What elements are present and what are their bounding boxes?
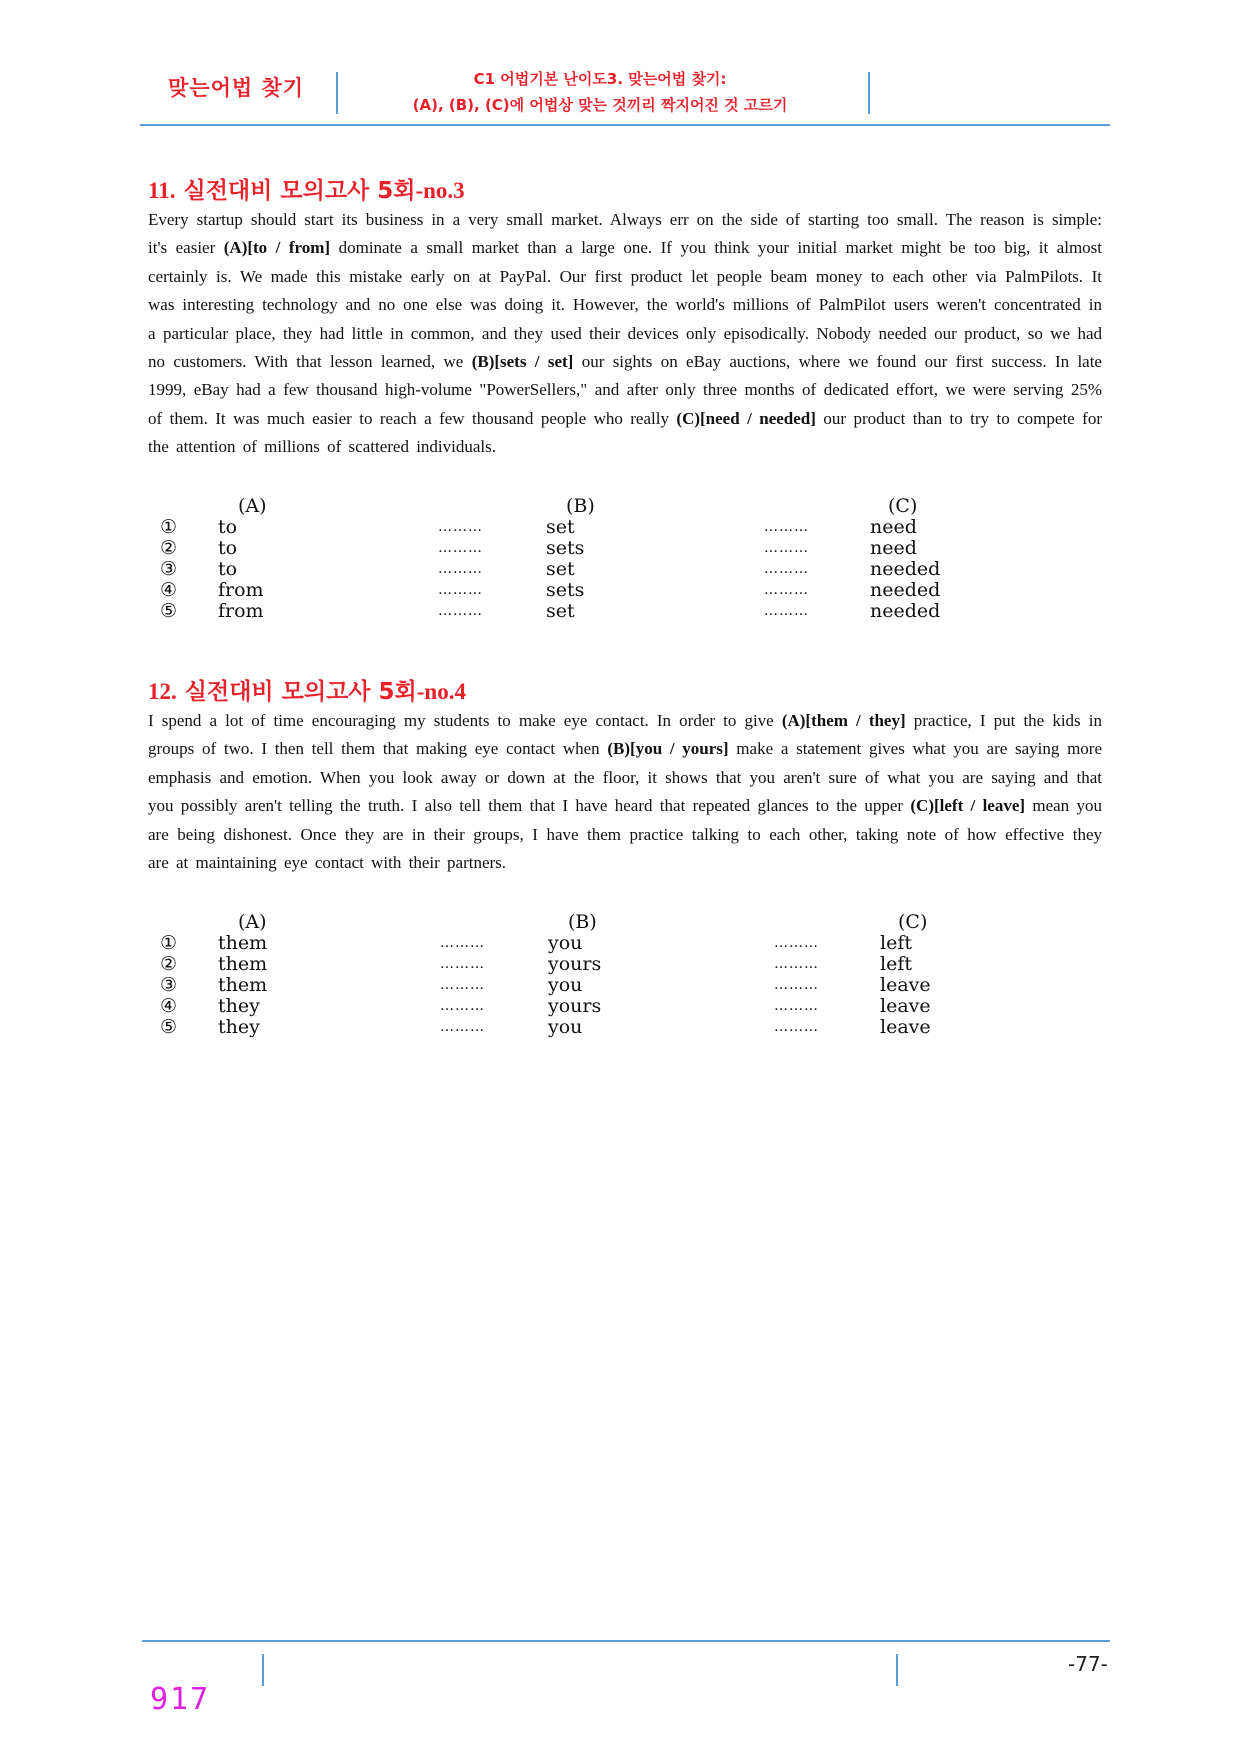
passage-text: mean you are being dishonest. Once they are in their groups, I have them practice talking to each other, taking note of how effective they are at maintaining eye contact with their partners. [148, 796, 1102, 873]
choice-c: needed [870, 600, 941, 622]
question-11-passage [148, 206, 1102, 462]
leader-dots: ……… [440, 956, 485, 972]
choice-c: needed [870, 579, 941, 601]
question-12-choices [148, 912, 1048, 1038]
question-11-choices [148, 496, 1048, 622]
question-number: 11. [148, 178, 176, 203]
choice-c: need [870, 516, 917, 538]
passage-text: our product than to try to compete for the attention of millions of scattered individuals. [148, 408, 1102, 457]
passage-text: practice, I put the kids in groups of two. I then tell them that making eye contact when [148, 711, 1102, 759]
page-number: -77- [1068, 1652, 1108, 1676]
footer-code: 917 [150, 1682, 211, 1717]
blank-b: (B)[sets / set] [471, 352, 574, 372]
choice-a: they [218, 995, 260, 1017]
choice-a: they [218, 1016, 260, 1038]
leader-dots: ……… [440, 977, 485, 993]
leader-dots: ……… [438, 519, 483, 535]
choice-marker: ① [160, 516, 178, 538]
leader-dots: ……… [774, 956, 819, 972]
blank-a: (A)[to / from] [223, 238, 331, 258]
choice-row[interactable] [148, 538, 1048, 559]
choice-marker: ④ [160, 995, 178, 1017]
choice-a: from [218, 600, 264, 622]
choice-row[interactable] [148, 975, 1048, 996]
choice-c: leave [880, 995, 931, 1017]
leader-dots: ……… [440, 998, 485, 1014]
choice-a: to [218, 537, 238, 559]
question-number: 12. [148, 679, 177, 704]
section-title: 맞는어법 찾기 [168, 76, 305, 100]
header-divider-right [868, 72, 870, 114]
choice-a: them [218, 953, 268, 975]
question-12-title [148, 673, 466, 706]
choices-header [148, 912, 1048, 933]
choice-c: leave [880, 1016, 931, 1038]
question-11-title [148, 172, 465, 205]
blank-c: (C)[need / needed] [676, 408, 816, 428]
choice-c: left [880, 932, 912, 954]
leader-dots: ……… [764, 582, 809, 598]
leader-dots: ……… [440, 1019, 485, 1035]
column-c-header: (C) [888, 495, 918, 517]
choice-b: set [546, 516, 575, 538]
header-subtitle-line2: (A), (B), (C)에 어법상 맞는 것끼리 짝지어진 것 고르기 [412, 96, 788, 114]
choice-c: left [880, 953, 912, 975]
passage-text: dominate a small market than a large one. If you think your initial market might be too big, it almost certainly is. We made this mistake early on at PayPal. Our first product let people beam money to each other via PalmPilots. It was interesting technology and no one else was doing it. However, the world's millions of PalmPilot users weren't concentrated in a particular place, they had little in common, and they used their devices only episodically. Nobody needed our product, so we had no customers. With that lesson learned, we [148, 238, 1103, 372]
header-subtitle-line1: C1 어법기본 난이도3. 맞는어법 찾기: [473, 70, 727, 88]
question-source: 실전대비 모의고사 5회 [183, 178, 416, 204]
leader-dots: ……… [440, 935, 485, 951]
passage-text: make a statement gives what you are saying more emphasis and emotion. When you look away or down at the floor, it shows that you aren't sure of what you are saying and that you possibly aren't telling the truth. I also tell them that I have heard that repeated glances to the upper [148, 739, 1103, 816]
passage-text: our sights on eBay auctions, where we found our first success. In late 1999, eBay had a few thousand high-volume "PowerSellers," and after only three months of dedicated effort, we were serving 25% of them. It was much easier to reach a few thousand people who really [148, 352, 1102, 428]
leader-dots: ……… [774, 998, 819, 1014]
choice-b: you [548, 974, 583, 996]
blank-b: (B)[you / yours] [607, 739, 729, 759]
page-header [140, 62, 1110, 126]
column-a-header: (A) [238, 495, 267, 517]
choice-a: to [218, 516, 238, 538]
leader-dots: ……… [438, 603, 483, 619]
choice-b: you [548, 1016, 583, 1038]
choice-c: need [870, 537, 917, 559]
column-b-header: (B) [566, 495, 595, 517]
leader-dots: ……… [764, 561, 809, 577]
question-source-tail: -no.4 [416, 679, 466, 704]
leader-dots: ……… [774, 935, 819, 951]
leader-dots: ……… [774, 1019, 819, 1035]
choice-row[interactable] [148, 1017, 1048, 1038]
leader-dots: ……… [764, 519, 809, 535]
choice-row[interactable] [148, 601, 1048, 622]
leader-dots: ……… [438, 561, 483, 577]
choice-b: set [546, 558, 575, 580]
footer-divider-right [896, 1654, 898, 1686]
choice-marker: ③ [160, 558, 178, 580]
question-source: 실전대비 모의고사 5회 [184, 679, 417, 705]
blank-c: (C)[left / leave] [910, 796, 1026, 816]
choice-row[interactable] [148, 580, 1048, 601]
choice-row[interactable] [148, 954, 1048, 975]
leader-dots: ……… [764, 540, 809, 556]
choices-header [148, 496, 1048, 517]
leader-dots: ……… [764, 603, 809, 619]
choice-b: you [548, 932, 583, 954]
choice-row[interactable] [148, 933, 1048, 954]
choice-c: leave [880, 974, 931, 996]
choice-b: yours [548, 995, 602, 1017]
leader-dots: ……… [438, 582, 483, 598]
choice-c: needed [870, 558, 941, 580]
column-c-header: (C) [898, 911, 928, 933]
choice-a: them [218, 974, 268, 996]
choice-row[interactable] [148, 517, 1048, 538]
column-b-header: (B) [568, 911, 597, 933]
leader-dots: ……… [774, 977, 819, 993]
choice-b: set [546, 600, 575, 622]
choice-a: from [218, 579, 264, 601]
choice-marker: ① [160, 932, 178, 954]
choice-marker: ③ [160, 974, 178, 996]
choice-a: them [218, 932, 268, 954]
header-divider-left [336, 72, 338, 114]
choice-marker: ④ [160, 579, 178, 601]
choice-marker: ② [160, 953, 178, 975]
choice-marker: ⑤ [160, 1016, 178, 1038]
choice-a: to [218, 558, 238, 580]
passage-text: I spend a lot of time encouraging my students to make eye contact. In order to give [148, 711, 782, 730]
choice-marker: ⑤ [160, 600, 178, 622]
choice-row[interactable] [148, 559, 1048, 580]
choice-b: sets [546, 579, 585, 601]
choice-b: yours [548, 953, 602, 975]
question-source-tail: -no.3 [415, 178, 465, 203]
leader-dots: ……… [438, 540, 483, 556]
header-subtitle [350, 66, 850, 118]
footer-rule [142, 1640, 1110, 1642]
footer-divider-left [262, 1654, 264, 1686]
column-a-header: (A) [238, 911, 267, 933]
blank-a: (A)[them / they] [781, 711, 906, 730]
choice-row[interactable] [148, 996, 1048, 1017]
choice-marker: ② [160, 537, 178, 559]
question-12-passage [148, 707, 1102, 877]
choice-b: sets [546, 537, 585, 559]
passage-text: Every startup should start its business in a very small market. Always err on the side of starting too small. The reason is simple: it's easier [148, 210, 1102, 258]
